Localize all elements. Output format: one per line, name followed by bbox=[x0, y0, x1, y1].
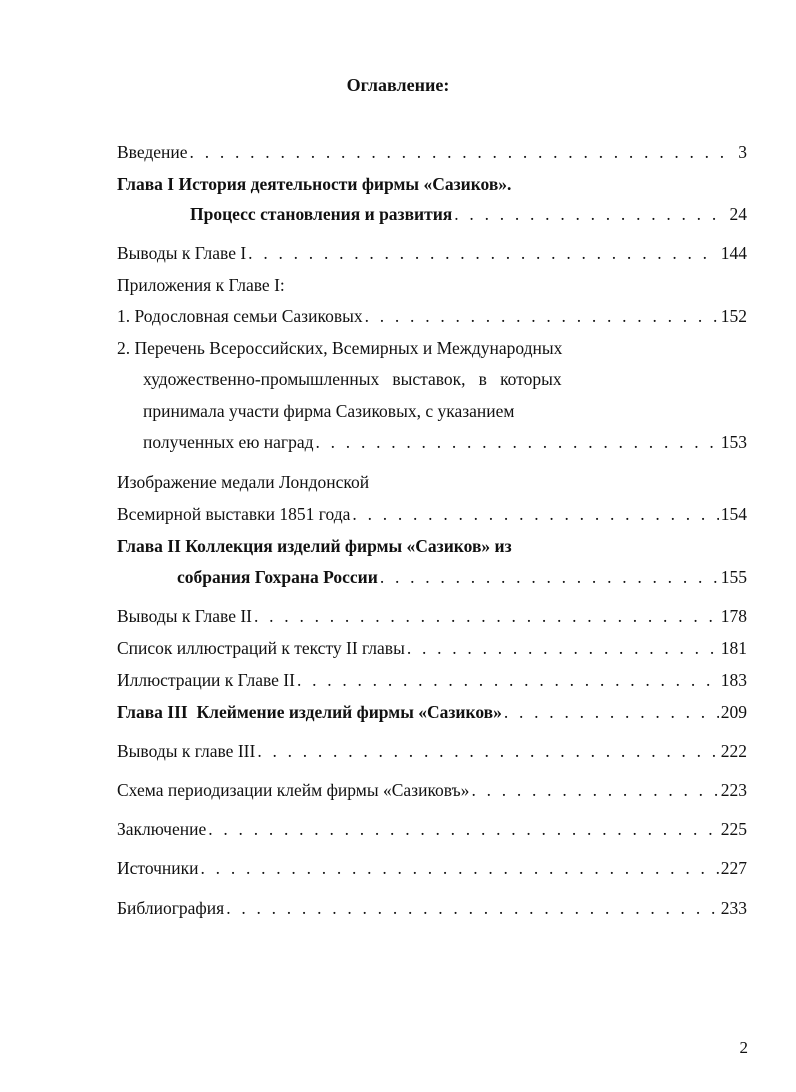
toc-entry bbox=[117, 637, 747, 659]
toc-entry-text: Иллюстрации к Главе II bbox=[117, 670, 295, 690]
toc-entry-text: Изображение медали Лондонской bbox=[117, 472, 370, 492]
toc-entry-text: Выводы к Главе II bbox=[117, 606, 252, 626]
toc-entry-text: Глава III Клеймение изделий фирмы «Сазиков» bbox=[117, 702, 502, 722]
toc-entry bbox=[117, 701, 747, 723]
toc-page-number: 24 bbox=[729, 204, 747, 224]
toc-page-number: 153 bbox=[720, 432, 747, 452]
dot-leader bbox=[226, 897, 719, 919]
toc-entry bbox=[117, 779, 747, 801]
dot-leader bbox=[190, 141, 737, 163]
toc-entry-text: Список иллюстраций к тексту II главы bbox=[117, 638, 405, 658]
toc-page-number: 3 bbox=[738, 142, 747, 162]
toc-entry-text: принимала участи фирма Сазиковых, с указанием bbox=[143, 401, 515, 421]
toc-entry-text: Выводы к Главе I bbox=[117, 243, 247, 263]
toc-entry-text: 2. Перечень Всероссийских, Всемирных и Международных bbox=[117, 338, 563, 358]
toc-chapter-heading: Глава I История деятельности фирмы «Сазиков». bbox=[117, 174, 512, 194]
dot-leader bbox=[365, 305, 719, 327]
dot-leader bbox=[454, 203, 727, 225]
dot-leader bbox=[248, 242, 719, 264]
dot-leader bbox=[297, 669, 719, 691]
toc-page-number: 183 bbox=[720, 670, 747, 690]
toc-entry bbox=[143, 431, 747, 453]
toc-entry bbox=[117, 818, 747, 840]
toc-entry bbox=[117, 305, 747, 327]
dot-leader bbox=[201, 857, 719, 879]
toc-page-number: 233 bbox=[720, 898, 747, 918]
dot-leader bbox=[380, 566, 719, 588]
toc-page-number: 152 bbox=[720, 306, 747, 326]
toc-page-number: 225 bbox=[720, 819, 747, 839]
dot-leader bbox=[208, 818, 719, 840]
toc-entry-text: полученных ею наград bbox=[143, 432, 314, 452]
toc-page-number: 209 bbox=[720, 702, 747, 722]
dot-leader bbox=[316, 431, 719, 453]
toc-page-number: 222 bbox=[720, 741, 747, 761]
toc-entry bbox=[177, 566, 747, 588]
toc-entry bbox=[190, 203, 747, 225]
toc-page-number: 178 bbox=[720, 606, 747, 626]
toc-page-number: 144 bbox=[720, 243, 747, 263]
toc-entry-text: 1. Родословная семьи Сазиковых bbox=[117, 306, 363, 326]
toc-entry-text: Источники bbox=[117, 858, 199, 878]
toc-entry bbox=[117, 141, 747, 163]
page-number: 2 bbox=[739, 1038, 748, 1057]
toc-entry-text: художественно-промышленных выставок, в которых bbox=[143, 369, 562, 389]
toc-entry bbox=[117, 740, 747, 762]
dot-leader bbox=[352, 503, 718, 525]
toc-entry-text: Выводы к главе III bbox=[117, 741, 256, 761]
toc-entry bbox=[117, 503, 747, 525]
dot-leader bbox=[471, 779, 718, 801]
toc-entry bbox=[117, 857, 747, 879]
toc-entry-text: Процесс становления и развития bbox=[190, 204, 453, 224]
toc-page-number: 155 bbox=[720, 567, 747, 587]
dot-leader bbox=[504, 701, 719, 723]
page-title: Оглавление: bbox=[346, 75, 450, 95]
toc-entry-text: собрания Гохрана России bbox=[177, 567, 378, 587]
dot-leader bbox=[254, 605, 719, 627]
toc-entry bbox=[117, 669, 747, 691]
toc-page-number: 181 bbox=[720, 638, 747, 658]
toc-entry-text: Библиография bbox=[117, 898, 225, 918]
toc-page-number: 223 bbox=[720, 780, 747, 800]
toc-entry bbox=[117, 897, 747, 919]
toc-entry-text: Заключение bbox=[117, 819, 207, 839]
toc-entry-text: Введение bbox=[117, 142, 188, 162]
toc-page-number: 154 bbox=[720, 504, 747, 524]
toc-section-label: Приложения к Главе I: bbox=[117, 275, 285, 295]
toc-entry-text: Схема периодизации клейм фирмы «Сазиковъ» bbox=[117, 780, 470, 800]
toc-entry bbox=[117, 605, 747, 627]
toc-entry-text: Всемирной выставки 1851 года bbox=[117, 504, 351, 524]
dot-leader bbox=[407, 637, 719, 659]
dot-leader bbox=[257, 740, 718, 762]
toc-page-number: 227 bbox=[720, 858, 747, 878]
toc-entry bbox=[117, 242, 747, 264]
toc-chapter-heading: Глава II Коллекция изделий фирмы «Сазиков» из bbox=[117, 536, 512, 556]
